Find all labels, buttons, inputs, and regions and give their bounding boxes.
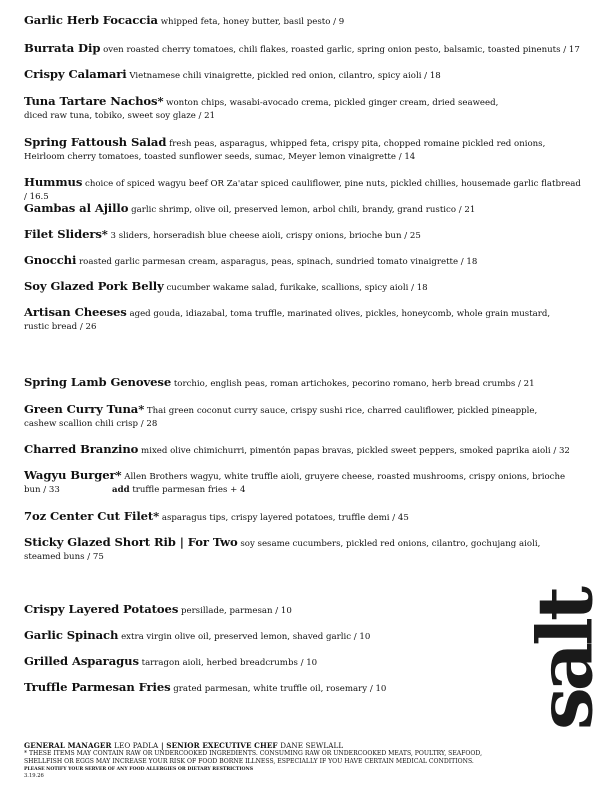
item-desc: grated parmesan, white truffle oil, rosemary / 10 bbox=[173, 684, 387, 694]
item-name: Truffle Parmesan Fries bbox=[24, 680, 171, 694]
item-desc: choice of spiced wagyu beef OR Za'atar spiced cauliflower, pine nuts, pickled chillies, housemade garlic flatbread / 16.5 bbox=[24, 179, 581, 202]
menu-item bbox=[24, 95, 584, 123]
menu-item bbox=[24, 14, 584, 29]
staff-separator: | bbox=[160, 741, 164, 750]
menu-item bbox=[24, 510, 584, 525]
item-desc-line2: Heirloom cherry tomatoes, toasted sunflower seeds, sumac, Meyer lemon vinaigrette / 14 bbox=[24, 152, 416, 162]
menu-item bbox=[24, 655, 584, 670]
chef-name: DANE SEWLALL bbox=[280, 741, 344, 750]
item-desc: garlic shrimp, olive oil, preserved lemon, arbol chili, brandy, grand rustico / 21 bbox=[131, 205, 476, 215]
item-desc: tarragon aioli, herbed breadcrumbs / 10 bbox=[141, 658, 318, 668]
menu-item bbox=[24, 202, 584, 217]
item-name: Burrata Dip bbox=[24, 41, 101, 55]
item-name: Crispy Calamari bbox=[24, 67, 127, 81]
menu-item bbox=[24, 42, 584, 57]
disclaimer-line1: * THESE ITEMS MAY CONTAIN RAW OR UNDERCOOKED INGREDIENTS. CONSUMING RAW OR UNDERCOOKED MEATS, POULTRY, SEAFOOD, bbox=[24, 750, 483, 757]
item-desc: oven roasted cherry tomatoes, chili flakes, roasted garlic, spring onion pesto, balsamic, toasted pinenuts / 17 bbox=[103, 45, 580, 55]
item-name: Sticky Glazed Short Rib | For Two bbox=[24, 535, 238, 549]
item-name: Spring Fattoush Salad bbox=[24, 135, 167, 149]
gm-name: LEO PADLA bbox=[114, 741, 159, 750]
item-desc: roasted garlic parmesan cream, asparagus, peas, spinach, sundried tomato vinaigrette / 18 bbox=[79, 257, 478, 267]
menu-item bbox=[24, 228, 584, 243]
allergy-notice: PLEASE NOTIFY YOUR SERVER OF ANY FOOD ALLERGIES OR DIETARY RESTRICTIONS bbox=[24, 767, 254, 772]
item-desc: asparagus tips, crispy layered potatoes, truffle demi / 45 bbox=[161, 513, 409, 523]
item-desc: 3 sliders, horseradish blue cheese aioli, crispy onions, brioche bun / 25 bbox=[110, 231, 421, 241]
menu-item bbox=[24, 306, 584, 334]
menu-item bbox=[24, 254, 584, 269]
item-name: Gambas al Ajillo bbox=[24, 201, 129, 215]
footer bbox=[24, 741, 584, 780]
item-name: Green Curry Tuna* bbox=[24, 402, 145, 416]
menu-item bbox=[24, 536, 584, 564]
item-name: Filet Sliders* bbox=[24, 227, 108, 241]
item-name: Soy Glazed Pork Belly bbox=[24, 279, 164, 293]
menu-item bbox=[24, 376, 584, 391]
item-desc: aged gouda, idiazabal, toma truffle, marinated olives, pickles, honeycomb, whole grain mustard, bbox=[129, 309, 551, 319]
item-desc: Allen Brothers wagyu, white truffle aioli, gruyere cheese, roasted mushrooms, crispy onions, brioche bun / 33 bbox=[24, 472, 566, 495]
item-name: Garlic Herb Focaccia bbox=[24, 13, 158, 27]
item-desc-line2: steamed buns / 75 bbox=[24, 552, 104, 562]
menu-item bbox=[24, 403, 584, 431]
addon-bold: add bbox=[112, 485, 130, 495]
item-name: Crispy Layered Potatoes bbox=[24, 602, 179, 616]
menu-item bbox=[24, 681, 584, 696]
item-name: Charred Branzino bbox=[24, 442, 139, 456]
gm-label: GENERAL MANAGER bbox=[24, 741, 112, 750]
item-desc: wonton chips, wasabi-avocado crema, pickled ginger cream, dried seaweed, bbox=[166, 98, 499, 108]
menu-date-code: 3.19.26 bbox=[24, 773, 44, 779]
item-name: Garlic Spinach bbox=[24, 628, 119, 642]
item-desc: mixed olive chimichurri, pimentón papas bravas, pickled sweet peppers, smoked paprika aioli / 32 bbox=[141, 446, 570, 456]
menu-item bbox=[24, 68, 584, 83]
item-name: Tuna Tartare Nachos* bbox=[24, 94, 164, 108]
item-desc: torchio, english peas, roman artichokes, pecorino romano, herb bread crumbs / 21 bbox=[173, 379, 535, 389]
item-name: Artisan Cheeses bbox=[24, 305, 127, 319]
item-name: Gnocchi bbox=[24, 253, 77, 267]
salt-logo: salt bbox=[520, 589, 610, 731]
item-name: 7oz Center Cut Filet* bbox=[24, 509, 160, 523]
item-desc: Vietnamese chili vinaigrette, pickled red onion, cilantro, spicy aioli / 18 bbox=[129, 71, 441, 81]
item-desc: fresh peas, asparagus, whipped feta, crispy pita, chopped romaine pickled red onions, bbox=[169, 139, 546, 149]
burger-addon bbox=[112, 485, 246, 495]
item-desc-line2: rustic bread / 26 bbox=[24, 322, 97, 332]
menu-item bbox=[24, 443, 584, 458]
menu-item bbox=[24, 629, 584, 644]
item-name: Wagyu Burger* bbox=[24, 468, 122, 482]
menu-item bbox=[24, 603, 584, 618]
item-desc: cucumber wakame salad, furikake, scallions, spicy aioli / 18 bbox=[166, 283, 428, 293]
item-name: Grilled Asparagus bbox=[24, 654, 139, 668]
item-desc: soy sesame cucumbers, pickled red onions, cilantro, gochujang aioli, bbox=[240, 539, 541, 549]
disclaimer-line2: SHELLFISH OR EGGS MAY INCREASE YOUR RISK OF FOOD BORNE ILLNESS, ESPECIALLY IF YOU HAVE CERTAIN MEDICAL CONDITIONS. bbox=[24, 758, 474, 765]
chef-label: SENIOR EXECUTIVE CHEF bbox=[166, 741, 278, 750]
staff-line bbox=[24, 741, 584, 750]
item-desc: persillade, parmesan / 10 bbox=[180, 606, 292, 616]
item-desc: extra virgin olive oil, preserved lemon, shaved garlic / 10 bbox=[121, 632, 371, 642]
item-name: Hummus bbox=[24, 175, 83, 189]
menu-item bbox=[24, 176, 584, 204]
item-desc-line2: cashew scallion chili crisp / 28 bbox=[24, 419, 158, 429]
menu-item bbox=[24, 469, 584, 497]
item-desc: whipped feta, honey butter, basil pesto / 9 bbox=[160, 17, 345, 27]
addon-text: truffle parmesan fries + 4 bbox=[132, 485, 246, 495]
menu-item bbox=[24, 136, 584, 164]
item-desc: Thai green coconut curry sauce, crispy sushi rice, charred cauliflower, pickled pineapple, bbox=[146, 406, 538, 416]
item-name: Spring Lamb Genovese bbox=[24, 375, 172, 389]
item-desc-line2: diced raw tuna, tobiko, sweet soy glaze / 21 bbox=[24, 111, 216, 121]
menu-item bbox=[24, 280, 584, 295]
